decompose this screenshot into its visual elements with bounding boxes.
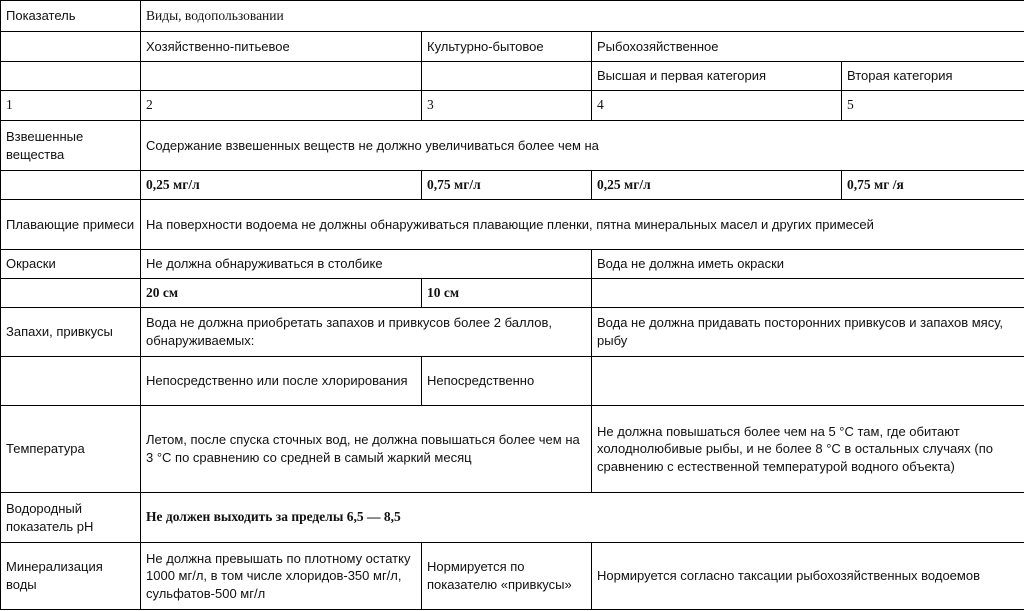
suspended-value-fishery2: 0,75 мг /я [842,171,1024,200]
floating-label: Плавающие примеси [1,200,141,250]
header-row-2 [1,32,1024,62]
smell-text-drinking-cultural: Вода не должна приобретать запахов и привкусов более 2 баллов, обнаруживаемых: [141,308,592,357]
header-types: Виды, водопользовании [141,1,1024,32]
mineral-text-fishery: Нормируется согласно таксации рыбохозяйственных водоемов [592,543,1024,610]
empty-cell [1,62,141,91]
empty-cell [1,279,141,308]
floating-row [1,200,1024,250]
header-cultural: Культурно-бытовое [422,32,592,62]
smell-sub-cultural: Непосредственно [422,357,592,406]
col-number: 3 [422,91,592,121]
smell-text-fishery: Вода не должна придавать посторонних привкусов и запахов мясу, рыбу [592,308,1024,357]
header-fishery-cat2: Вторая категория [842,62,1024,91]
col-number: 2 [141,91,422,121]
suspended-label: Взвешенные вещества [1,121,141,171]
empty-cell [141,62,422,91]
mineral-text-drinking: Не должна превышать по плотному остатку 1000 мг/л, в том числе хлоридов-350 мг/л, сульфатов-500 мг/л [141,543,422,610]
color-label: Окраски [1,250,141,279]
smell-row [1,308,1024,357]
temperature-text-fishery: Не должна повышаться более чем на 5 °С там, где обитают холоднолюбивые рыбы, и не более 8 °С в остальных случаях (по сравнению с естественной температурой водного объекта) [592,406,1024,493]
header-row-3 [1,62,1024,91]
header-fishery: Рыбохозяйственное [592,32,1024,62]
smell-sub-drinking: Непосредственно или после хлорирования [141,357,422,406]
col-number: 1 [1,91,141,121]
empty-cell [1,32,141,62]
empty-cell [1,357,141,406]
column-number-row [1,91,1024,121]
suspended-text: Содержание взвешенных веществ не должно увеличиваться более чем на [141,121,1024,171]
col-number: 4 [592,91,842,121]
smell-sub-row [1,357,1024,406]
suspended-value-drinking: 0,25 мг/л [141,171,422,200]
ph-label: Водородный показатель рН [1,493,141,543]
suspended-row [1,121,1024,171]
header-fishery-cat1: Высшая и первая категория [592,62,842,91]
color-text-fishery: Вода не должна иметь окраски [592,250,1024,279]
header-drinking: Хозяйственно-питьевое [141,32,422,62]
smell-label: Запахи, привкусы [1,308,141,357]
temperature-row [1,406,1024,493]
mineral-text-cultural: Нормируется по показателю «привкусы» [422,543,592,610]
temperature-label: Температура [1,406,141,493]
ph-row [1,493,1024,543]
suspended-values-row [1,171,1024,200]
color-value-drinking: 20 см [141,279,422,308]
color-value-cultural: 10 см [422,279,592,308]
temperature-text-drinking-cultural: Летом, после спуска сточных вод, не должна повышаться более чем на 3 °С по сравнению со средней в самый жаркий месяц [141,406,592,493]
header-row-1 [1,1,1024,32]
color-text-drinking-cultural: Не должна обнаруживаться в столбике [141,250,592,279]
empty-cell [1,171,141,200]
empty-cell [592,357,1024,406]
header-indicator: Показатель [1,1,141,32]
col-number: 5 [842,91,1024,121]
mineral-row [1,543,1024,610]
color-values-row [1,279,1024,308]
empty-cell [422,62,592,91]
suspended-value-cultural: 0,75 мг/л [422,171,592,200]
empty-cell [592,279,1024,308]
suspended-value-fishery1: 0,25 мг/л [592,171,842,200]
color-row [1,250,1024,279]
floating-text: На поверхности водоема не должны обнаруживаться плавающие пленки, пятна минеральных масел и других примесей [141,200,1024,250]
ph-text: Не должен выходить за пределы 6,5 — 8,5 [141,493,1024,543]
mineral-label: Минерализация воды [1,543,141,610]
